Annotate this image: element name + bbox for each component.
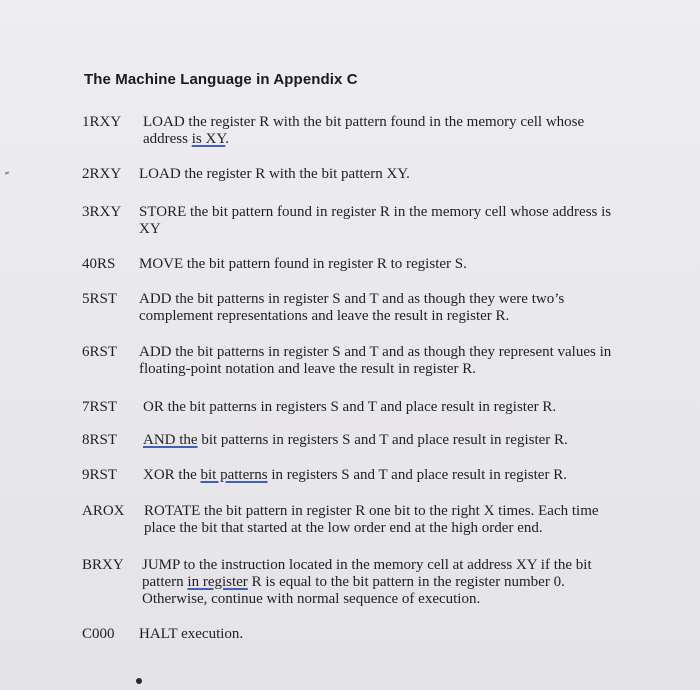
opcode: 8RST	[82, 432, 118, 448]
page-title: The Machine Language in Appendix C	[84, 71, 358, 88]
opcode: 3RXY	[82, 204, 122, 220]
instruction-description: OR the bit patterns in registers S and T and place result in register R.	[143, 399, 557, 415]
opcode: 2RXY	[82, 166, 122, 182]
instruction-description: AND the bit patterns in registers S and T and place result in register R.	[143, 432, 568, 448]
instruction-description: ADD the bit patterns in register S and T and as though they represent values in floating-point notation and leave the result in register R.	[139, 344, 612, 377]
instruction-description: LOAD the register R with the bit pattern XY.	[139, 166, 410, 182]
instruction-description: LOAD the register R with the bit pattern found in the memory cell whose address is XY.	[143, 114, 585, 147]
instruction-description: JUMP to the instruction located in the memory cell at address XY if the bit pattern in register R is equal to the bit pattern in the register number 0. Otherwise, continue with normal sequence of execution.	[142, 557, 592, 607]
instruction-description: XOR the bit patterns in registers S and T and place result in register R.	[143, 467, 567, 483]
ink-dot	[136, 678, 142, 684]
instruction-description: MOVE the bit pattern found in register R to register S.	[139, 256, 467, 272]
opcode: C000	[82, 626, 115, 642]
opcode: 6RST	[82, 344, 118, 360]
opcode: 40RS	[82, 256, 116, 272]
opcode: 9RST	[82, 467, 118, 483]
instruction-description: STORE the bit pattern found in register R in the memory cell whose address is XY	[139, 204, 612, 237]
paper-fleck	[5, 171, 9, 174]
instruction-description: ROTATE the bit pattern in register R one bit to the right X times. Each time place the bit that started at the low order end at the high order end.	[144, 503, 599, 536]
opcode: 5RST	[82, 291, 118, 307]
opcode: 1RXY	[82, 114, 122, 130]
opcode: AROX	[82, 503, 125, 519]
instruction-description: ADD the bit patterns in register S and T and as though they were two’s complement representations and leave the result in register R.	[139, 291, 565, 324]
opcode: 7RST	[82, 399, 118, 415]
instruction-description: HALT execution.	[139, 626, 244, 642]
opcode: BRXY	[82, 557, 124, 573]
